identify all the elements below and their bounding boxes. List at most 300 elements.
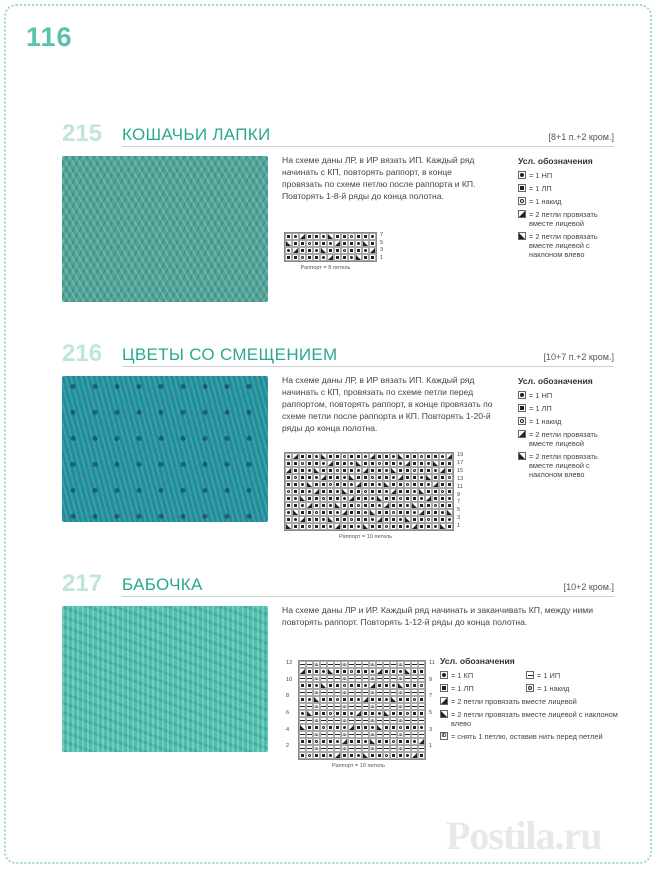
chart-cell	[369, 502, 376, 509]
chart-cell	[320, 254, 327, 261]
chart-cell	[439, 474, 446, 481]
legend-item	[518, 197, 618, 206]
chart-cell	[285, 488, 292, 495]
chart-cell	[341, 682, 348, 689]
section-header	[62, 120, 614, 148]
chart-cell: ID	[314, 732, 319, 737]
chart-cell	[341, 453, 348, 460]
chart-cell	[306, 689, 313, 696]
chart-cell	[292, 254, 299, 261]
legend-item	[518, 417, 618, 426]
legend-item	[518, 430, 618, 448]
legend-text: = 1 ЛП	[529, 404, 552, 413]
chart-cell	[362, 254, 369, 261]
pattern-number: 215	[62, 120, 103, 147]
legend-text: = 1 НП	[529, 391, 553, 400]
chart-cell	[411, 752, 418, 759]
chart-cell	[390, 710, 397, 717]
legend-text: = 1 накид	[529, 417, 562, 426]
knit-stitch-icon	[518, 391, 526, 399]
chart-cell	[299, 745, 306, 752]
chart-cell	[348, 523, 355, 530]
knit-swatch-photo	[62, 606, 268, 752]
chart-cell: ID	[370, 718, 375, 723]
knit-stitch-icon	[440, 671, 448, 679]
chart-cell	[390, 502, 397, 509]
legend-item	[518, 184, 618, 193]
chart-cell	[306, 467, 313, 474]
chart-cell	[306, 488, 313, 495]
chart-cell	[439, 509, 446, 516]
chart-cell	[334, 474, 341, 481]
chart-cell	[306, 752, 313, 759]
chart-cell: ID	[398, 690, 403, 695]
chart-cell	[327, 731, 334, 738]
chart-cell	[334, 661, 341, 668]
divider	[122, 366, 614, 367]
chart-cell	[390, 460, 397, 467]
chart-cell	[397, 488, 404, 495]
chart-cell	[411, 488, 418, 495]
chart-cell	[327, 495, 334, 502]
chart-cell	[418, 453, 425, 460]
chart-cell	[341, 481, 348, 488]
legend-item	[518, 210, 618, 228]
chart-cell	[355, 481, 362, 488]
chart-cell	[341, 752, 348, 759]
chart-cell	[355, 668, 362, 675]
chart-cell: ID	[370, 704, 375, 709]
chart-cell	[376, 481, 383, 488]
chart-cell	[313, 467, 320, 474]
chart-cell	[390, 745, 397, 752]
chart-cell	[383, 689, 390, 696]
row-number: 9	[457, 491, 461, 498]
chart-cell	[306, 453, 313, 460]
knit-swatch-photo	[62, 156, 268, 302]
chart-cell	[411, 474, 418, 481]
row-number: 6	[286, 710, 290, 716]
chart-cell	[383, 516, 390, 523]
chart-cell	[334, 247, 341, 254]
chart-cell	[418, 752, 425, 759]
chart-cell	[320, 724, 327, 731]
chart-cell	[341, 247, 348, 254]
chart-cell: ID	[398, 704, 403, 709]
chart-cell	[334, 233, 341, 240]
legend-text: = 2 петли провязать вместе лицевой	[529, 430, 598, 448]
chart-cell	[292, 523, 299, 530]
chart-cell: ID	[398, 676, 403, 681]
chart-cell	[306, 675, 313, 682]
chart-cell	[369, 247, 376, 254]
chart-cell	[390, 661, 397, 668]
chart-cell	[418, 502, 425, 509]
chart-cell	[362, 467, 369, 474]
chart-cell	[299, 724, 306, 731]
chart-cell	[439, 488, 446, 495]
chart-cell	[446, 516, 453, 523]
chart-cell	[327, 703, 334, 710]
chart-cell	[299, 661, 306, 668]
chart-cell	[390, 453, 397, 460]
chart-cell	[313, 240, 320, 247]
chart-cell	[397, 696, 404, 703]
chart-cell	[341, 240, 348, 247]
chart-cell	[313, 495, 320, 502]
chart-cell	[341, 467, 348, 474]
pattern-number: 217	[62, 570, 103, 597]
chart-cell	[327, 689, 334, 696]
chart-cell	[285, 523, 292, 530]
chart-cell	[320, 696, 327, 703]
chart-cell	[418, 509, 425, 516]
divider	[122, 146, 614, 147]
chart-cell	[376, 745, 383, 752]
chart-cell: ID	[370, 662, 375, 667]
chart-cell	[397, 738, 404, 745]
row-number: 4	[286, 726, 290, 733]
row-number: 3	[457, 515, 461, 522]
chart-cell	[432, 523, 439, 530]
chart-cell	[327, 509, 334, 516]
chart-cell	[390, 516, 397, 523]
repeat-label: Раппорт = 10 петель	[339, 534, 393, 540]
chart-cell	[306, 703, 313, 710]
row-number: 2	[286, 743, 290, 750]
chart-cell	[355, 717, 362, 724]
chart-cell	[327, 453, 334, 460]
chart-cell	[355, 710, 362, 717]
chart-cell	[355, 474, 362, 481]
chart-cell	[432, 495, 439, 502]
chart-cell	[355, 738, 362, 745]
chart-cell	[376, 724, 383, 731]
chart-cell	[369, 460, 376, 467]
row-number: 3	[380, 247, 384, 253]
chart-cell	[404, 745, 411, 752]
chart-cell	[397, 710, 404, 717]
divider	[122, 596, 614, 597]
chart-cell	[446, 453, 453, 460]
chart-cell	[292, 467, 299, 474]
chart-cell	[376, 710, 383, 717]
chart-cell	[348, 696, 355, 703]
chart-cell	[376, 516, 383, 523]
chart-cell	[327, 481, 334, 488]
chart-cell	[313, 696, 320, 703]
chart-cell	[292, 509, 299, 516]
chart-cell	[404, 675, 411, 682]
chart-cell	[446, 523, 453, 530]
chart-cell	[334, 752, 341, 759]
chart-cell	[383, 682, 390, 689]
chart-cell	[306, 668, 313, 675]
chart-cell	[383, 467, 390, 474]
chart-cell	[376, 752, 383, 759]
chart-cell	[299, 703, 306, 710]
chart-cell	[362, 488, 369, 495]
row-number: 5	[457, 507, 461, 514]
chart-cell	[355, 240, 362, 247]
chart-cell	[411, 516, 418, 523]
chart-cell	[390, 474, 397, 481]
legend-text: = 1 накид	[537, 684, 570, 693]
chart-cell	[341, 523, 348, 530]
chart-cell	[306, 474, 313, 481]
chart-cell	[362, 738, 369, 745]
row-number: 8	[286, 693, 290, 700]
legend-text: = 1 ЛП	[451, 684, 474, 693]
chart-cell	[439, 523, 446, 530]
row-number: 1	[380, 254, 384, 261]
chart-cell	[299, 488, 306, 495]
chart-cell	[320, 460, 327, 467]
chart-cell	[404, 752, 411, 759]
chart-cell	[334, 696, 341, 703]
chart-cell	[362, 502, 369, 509]
ssk-icon	[518, 452, 526, 460]
chart-cell	[411, 738, 418, 745]
chart-cell	[355, 731, 362, 738]
chart-cell	[327, 738, 334, 745]
chart-cell	[404, 502, 411, 509]
chart-cell	[369, 509, 376, 516]
k2tog-icon	[518, 430, 526, 438]
chart-cell	[355, 495, 362, 502]
chart-cell	[313, 502, 320, 509]
chart-cell	[355, 247, 362, 254]
chart-cell	[362, 516, 369, 523]
chart-cell	[418, 523, 425, 530]
chart-cell	[362, 474, 369, 481]
chart-cell	[369, 467, 376, 474]
chart-cell	[390, 717, 397, 724]
section-header	[62, 570, 614, 598]
chart-cell	[404, 724, 411, 731]
row-number: 1	[457, 523, 461, 530]
chart-cell	[299, 668, 306, 675]
legend-item	[440, 684, 526, 693]
chart-cell	[383, 523, 390, 530]
chart-cell: ID	[342, 676, 347, 681]
chart-cell	[362, 682, 369, 689]
chart-cell	[306, 738, 313, 745]
chart-cell	[334, 516, 341, 523]
chart-cell	[362, 689, 369, 696]
chart-cell	[306, 710, 313, 717]
legend-text: = 2 петли провязать вместе лицевой	[451, 697, 577, 706]
chart-cell	[299, 467, 306, 474]
legend-text: = 2 петли провязать вместе лицевой	[529, 210, 598, 228]
chart-cell	[383, 661, 390, 668]
chart-cell	[327, 717, 334, 724]
pattern-title: ЦВЕТЫ СО СМЕЩЕНИЕМ	[122, 345, 338, 364]
chart-cell	[341, 502, 348, 509]
chart-cell	[306, 495, 313, 502]
chart-cell	[404, 703, 411, 710]
chart-cell	[376, 717, 383, 724]
legend-title: Усл. обозначения	[518, 156, 593, 166]
chart-cell	[348, 481, 355, 488]
chart-cell	[439, 495, 446, 502]
chart-cell	[355, 516, 362, 523]
row-number: 1	[429, 743, 433, 750]
chart-cell	[341, 724, 348, 731]
chart-cell	[313, 481, 320, 488]
pattern-title: КОШАЧЬИ ЛАПКИ	[122, 125, 271, 144]
chart-cell	[383, 724, 390, 731]
chart-cell	[418, 661, 425, 668]
yarn-over-icon	[518, 417, 526, 425]
chart-cell	[369, 668, 376, 675]
chart-cell	[446, 502, 453, 509]
chart-cell	[411, 453, 418, 460]
chart-cell	[355, 682, 362, 689]
chart-cell	[299, 481, 306, 488]
chart-cell	[418, 696, 425, 703]
chart-cell	[285, 495, 292, 502]
chart-cell	[425, 453, 432, 460]
chart-cell	[313, 488, 320, 495]
chart-cell	[285, 509, 292, 516]
chart-cell	[334, 682, 341, 689]
chart-cell	[334, 675, 341, 682]
legend-text: = 1 НП	[529, 171, 553, 180]
chart-cell	[432, 502, 439, 509]
chart-cell	[383, 731, 390, 738]
chart-cell	[334, 453, 341, 460]
chart-cell	[292, 474, 299, 481]
chart-cell	[369, 240, 376, 247]
chart-cell	[404, 731, 411, 738]
chart-cell	[383, 710, 390, 717]
chart-cell	[376, 703, 383, 710]
k2tog-icon	[518, 210, 526, 218]
chart-cell	[390, 509, 397, 516]
pattern-description: На схеме даны ЛР, в ИР вязать ИП. Каждый ряд начинать с КП, повторять раппорт, в конце провязать по схеме петлю после раппорта и КП. Повторять 1-8-й ряды до конца полотна.	[282, 155, 476, 201]
chart-cell: ID	[342, 746, 347, 751]
chart-cell	[404, 516, 411, 523]
chart-cell	[446, 509, 453, 516]
chart-cell	[348, 703, 355, 710]
repeat-label: Раппорт = 10 петель	[332, 763, 386, 769]
chart-cell	[334, 467, 341, 474]
chart-cell	[306, 502, 313, 509]
chart-cell	[432, 488, 439, 495]
chart-cell	[376, 696, 383, 703]
chart-cell	[404, 661, 411, 668]
chart-cell	[341, 254, 348, 261]
chart-cell	[299, 738, 306, 745]
chart-cell	[446, 467, 453, 474]
chart-cell	[292, 460, 299, 467]
chart-cell	[390, 752, 397, 759]
chart-cell	[348, 682, 355, 689]
slip-stitch-icon: ID	[441, 733, 447, 739]
chart-cell	[292, 247, 299, 254]
chart-cell	[404, 481, 411, 488]
chart-cell	[313, 247, 320, 254]
chart-cell	[439, 453, 446, 460]
chart-cell	[341, 495, 348, 502]
chart-cell	[348, 738, 355, 745]
chart-cell	[397, 474, 404, 481]
chart-cell	[383, 453, 390, 460]
chart-cell	[432, 453, 439, 460]
legend-item	[518, 391, 618, 400]
stitch-count: [10+2 кром.]	[563, 582, 614, 592]
chart-cell	[411, 502, 418, 509]
chart-cell	[285, 474, 292, 481]
stitch-count: [10+7 п.+2 кром.]	[543, 352, 614, 362]
chart-cell	[327, 710, 334, 717]
chart-cell	[383, 675, 390, 682]
chart-cell	[334, 724, 341, 731]
chart-cell	[425, 474, 432, 481]
chart-cell	[355, 745, 362, 752]
row-number: 17	[457, 459, 464, 466]
chart-cell	[376, 523, 383, 530]
chart-cell	[397, 724, 404, 731]
chart-cell	[439, 481, 446, 488]
chart-cell	[334, 668, 341, 675]
chart-cell	[320, 523, 327, 530]
chart-cell	[320, 738, 327, 745]
chart-cell	[362, 717, 369, 724]
pattern-217	[62, 570, 618, 770]
chart-cell	[411, 668, 418, 675]
chart-cell	[334, 717, 341, 724]
chart-cell	[446, 495, 453, 502]
chart-cell	[439, 460, 446, 467]
chart-cell	[327, 254, 334, 261]
chart-cell	[390, 689, 397, 696]
chart-cell	[418, 488, 425, 495]
chart-cell	[397, 516, 404, 523]
chart-cell	[446, 474, 453, 481]
chart-cell	[327, 247, 334, 254]
chart-cell	[411, 724, 418, 731]
chart-cell: ID	[342, 718, 347, 723]
chart-cell	[432, 516, 439, 523]
chart-cell	[369, 474, 376, 481]
chart-cell	[425, 481, 432, 488]
chart-cell	[383, 502, 390, 509]
chart-cell	[404, 467, 411, 474]
legend-item	[440, 710, 618, 728]
chart-cell	[355, 488, 362, 495]
chart-cell: ID	[342, 704, 347, 709]
chart-cell	[418, 731, 425, 738]
chart-cell	[362, 481, 369, 488]
chart-cell	[348, 516, 355, 523]
chart-cell	[432, 460, 439, 467]
chart-cell	[327, 240, 334, 247]
page-number: 116	[26, 22, 73, 52]
legend-title: Усл. обозначения	[440, 656, 515, 666]
chart-cell	[348, 254, 355, 261]
pattern-216	[62, 340, 614, 540]
chart-cell	[355, 689, 362, 696]
chart-cell	[355, 254, 362, 261]
chart-grid	[298, 660, 426, 760]
chart-cell	[292, 453, 299, 460]
chart-cell	[306, 254, 313, 261]
chart-cell	[285, 453, 292, 460]
legend-item	[440, 697, 618, 706]
chart-cell	[383, 460, 390, 467]
